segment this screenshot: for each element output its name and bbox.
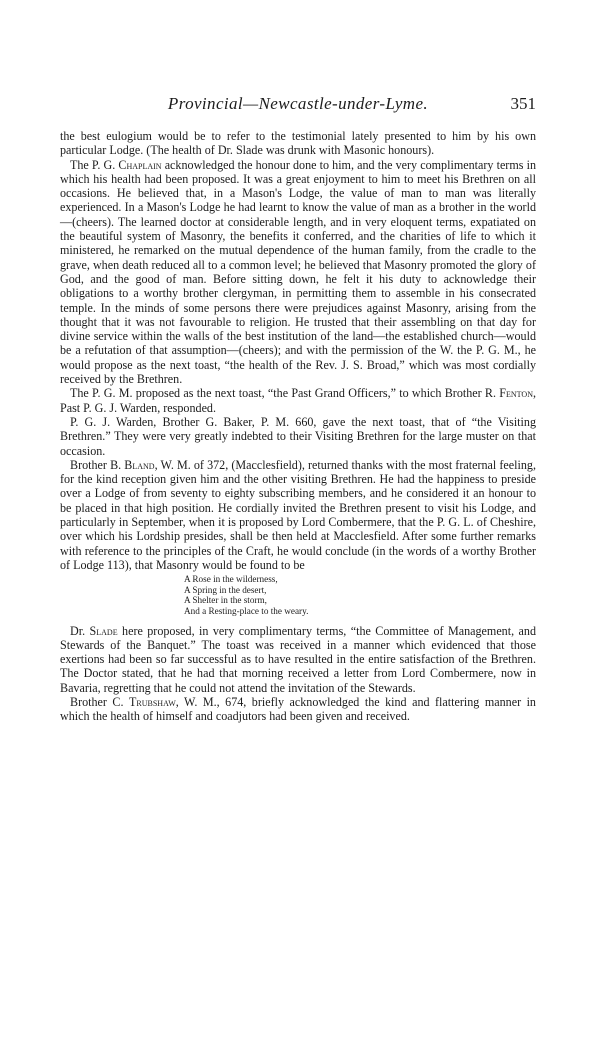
page-header	[0, 94, 596, 118]
verse-line: A Shelter in the storm,	[184, 595, 267, 606]
paragraph-past-grand-officers	[60, 386, 536, 415]
body-text	[60, 129, 536, 724]
paragraph-text: here proposed, in very complimentary terms, “the Committee of Management, and Stewards of the Banquet.” The toast was received in a manner which evidenced that those exertions had been so far successful as to have resulted in the entire satisfaction of the Brethren. The Doctor stated, that he had that morning received a letter from Lord Combermere, now in Bavaria, regretting that he could not attend the invitation of the Stewards.	[60, 623, 536, 695]
paragraph-slade-toast	[60, 624, 536, 695]
paragraph-text: Brother B.	[70, 457, 125, 472]
paragraph-visiting-brethren	[60, 415, 536, 458]
paragraph-text: Brother C.	[70, 695, 129, 710]
running-title: Provincial—Newcastle-under-Lyme.	[167, 94, 429, 113]
paragraph-continued	[60, 129, 536, 158]
paragraph-text: , W. M., 674, briefly acknowledged the kind and flattering manner in which the health of himself and coadjutors had been given and received.	[60, 695, 536, 724]
verse-line: A Spring in the desert,	[184, 584, 267, 595]
paragraph-text: , W. M. of 372, (Macclesfield), returned thanks with the most fraternal feeling, for the kind reception given him and the other visiting Brethren. He had the happiness to preside over a Lodge of from seventy to eighty subscribing members, and he considered it an honour to be placed in that high position. He cordially invited the Brethren present to visit his Lodge, and particularly in September, when it is proposed by Lord Combermere, that the P. G. L. of Cheshire, over which his Lordship presides, shall be then held at Macclesfield. After some further remarks with reference to the principles of the Craft, he would conclude (in the words of a worthy Brother of Lodge 113), that Masonry would be found to be	[60, 457, 536, 572]
paragraph-text: the best eulogium would be to refer to the testimonial lately presented to him by his own particular Lodge. (The health of Dr. Slade was drunk with Masonic honours).	[60, 129, 536, 158]
page-number: 351	[510, 94, 536, 113]
speaker-name: Chaplain	[118, 157, 162, 172]
paragraph-text: The P. G.	[70, 157, 119, 172]
paragraph-text: The P. G. M. proposed as the next toast, “the Past Grand Officers,” to which Brother R.	[70, 386, 500, 401]
speaker-name: Fenton	[499, 386, 533, 401]
verse-quotation	[184, 574, 536, 616]
paragraph-chaplain-response	[60, 158, 536, 387]
paragraph-trubshaw-response	[60, 695, 536, 724]
verse-line: And a Resting-place to the weary.	[184, 605, 309, 616]
speaker-name: Trubshaw	[129, 695, 176, 710]
paragraph-text: acknowledged the honour done to him, and the very complimentary terms in which his health had been proposed. It was a great enjoyment to him to meet his Brethren on all occasions. He believed that, in a Mason's Lodge, the value of man to man was literally experienced. In a Mason's Lodge he had learnt to know the value of man as a brother in the world—(cheers). The learned doctor at considerable length, and in very eloquent terms, expatiated on the beautiful system of Masonry, the benefits it conferred, and the charities of life to which it ministered, he remarked on the mutual dependence of the human family, from the cradle to the grave, when death reduced all to a common level; he believed that Masonry promoted the glory of God, and the good of man. Before sitting down, he felt it his duty to acknowledge their obligations to a worthy brother clergyman, in permitting them to assemble in his consecrated temple. In the minds of some persons there were prejudices against Masonry, arising from the thought that it was not favourable to religion. He trusted that their assembling on that day for divine service within the walls of the best institution of the land—the established church—would be a refutation of that assumption—(cheers); and with the permission of the W. the P. G. M., he would propose as the next toast, “the health of the Rev. J. S. Broad,” which was most cordially received by the Brethren.	[60, 157, 536, 387]
verse-line: A Rose in the wilderness,	[184, 574, 278, 585]
paragraph-text: P. G. J. Warden, Brother G. Baker, P. M. 660, gave the next toast, that of “the Visiting Brethren.” They were very greatly indebted to their Visiting Brethren for the large muster on that occasion.	[60, 414, 536, 458]
paragraph-text: , Past P. G. J. Warden, responded.	[60, 386, 536, 415]
paragraph-text: Dr.	[70, 623, 90, 638]
speaker-name: Bland	[124, 457, 155, 472]
speaker-name: Slade	[89, 623, 118, 638]
paragraph-bland-response	[60, 458, 536, 572]
